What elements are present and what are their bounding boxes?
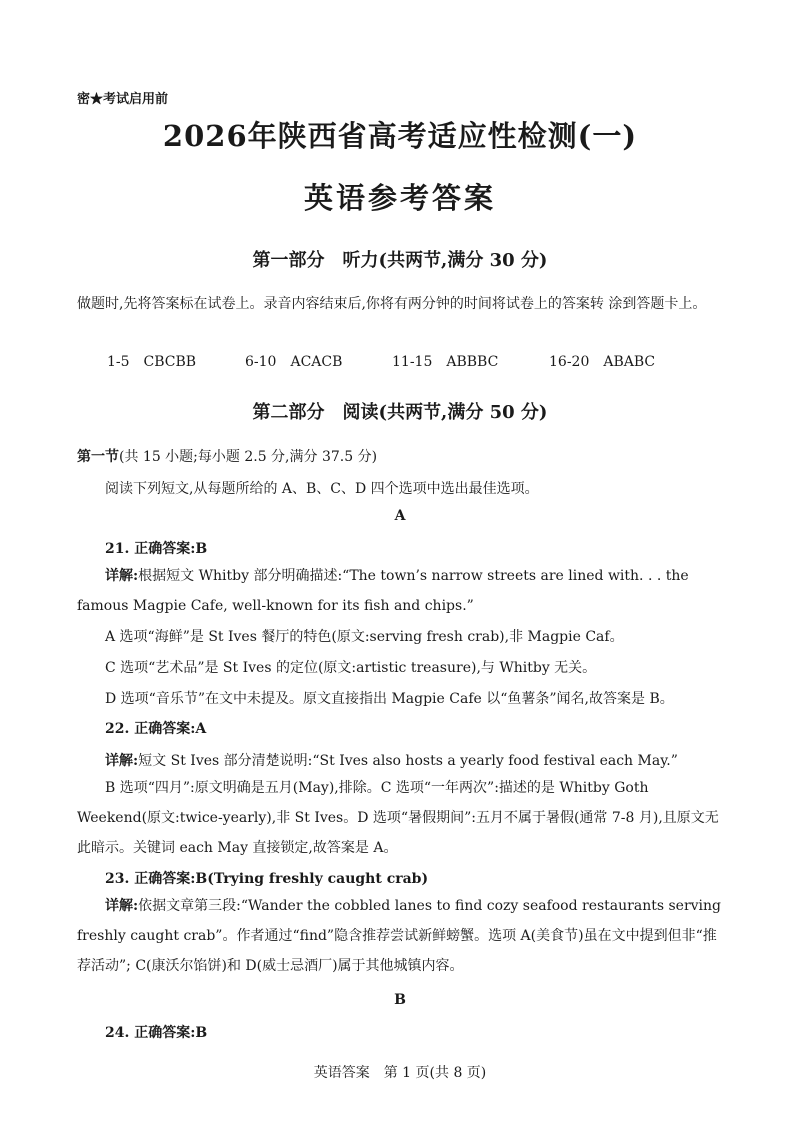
answer-group [107,354,245,370]
part1-heading: 第一部分 听力(共两节,满分 30 分) [252,250,548,271]
answer-range: 6-10 [245,354,277,370]
q22-analysis: B 选项“四月”:原文明确是五月(May),排除。C 选项“一年两次”:描述的是 Whitby Goth Weekend(原文:twice-yearly),非 St Ives。D 选项“暑假期间”:五月不属于暑假(通常 7-8 月),且原文无此暗示。关键词 each May 直接锁定,故答案是 A。 [77,780,719,856]
q22-answer: 22. 正确答案:A [105,721,207,737]
detail-text: 短文 St Ives 部分清楚说明:“St Ives also hosts a yearly food festival each May.” [138,753,678,769]
detail-label: 详解: [105,753,139,769]
answer-group [245,354,392,370]
answer-range: 16-20 [549,354,590,370]
q21-detail [77,561,725,621]
passage-a-label: A [394,508,406,524]
detail-label: 详解: [105,898,139,914]
confidential-label: 密★考试启用前 [77,92,169,107]
answer-values: CBCBB [143,354,197,370]
answer-values: ABABC [603,354,656,370]
answer-range: 11-15 [392,354,433,370]
detail-label: 详解: [105,568,139,584]
answer-values: ABBBC [446,354,499,370]
q21-option-d: D 选项“音乐节”在文中未提及。原文直接指出 Magpie Cafe 以“鱼薯条”闻名,故答案是 B。 [105,691,674,707]
part2-heading: 第二部分 阅读(共两节,满分 50 分) [252,402,548,423]
section1-label: 第一节 [77,449,119,465]
q24-answer: 24. 正确答案:B [105,1025,208,1041]
answer-range: 1-5 [107,354,130,370]
q23-detail [77,891,725,981]
section1-header [77,446,377,466]
detail-text: 依据文章第三段:“Wander the cobbled lanes to find cozy seafood restaurants serving freshly caught crab”。作者通过“find”隐含推荐尝试新鲜螃蟹。选项 A(美食节)虽在文中提到但非“推荐活动”; C(康沃尔馅饼)和 D(威士忌酒厂)属于其他城镇内容。 [77,898,722,974]
listening-answers [107,354,655,370]
q21-answer: 21. 正确答案:B [105,541,208,557]
section1-info: (共 15 小题;每小题 2.5 分,满分 37.5 分) [119,449,378,465]
answer-group [549,354,655,370]
section1-instruction: 阅读下列短文,从每题所给的 A、B、C、D 四个选项中选出最佳选项。 [105,481,539,497]
page-footer: 英语答案 第 1 页(共 8 页) [313,1065,487,1081]
passage-b-label: B [394,992,406,1008]
detail-text: 根据短文 Whitby 部分明确描述:“The town’s narrow streets are lined with. . . the famous Magpie Cafe, well-known for its fish and chips.” [77,568,689,614]
answer-values: ACACB [290,354,343,370]
part1-instruction: 做题时,先将答案标在试卷上。录音内容结束后,你将有两分钟的时间将试卷上的答案转 涂到答题卡上。 [77,296,707,312]
answer-key-subtitle: 英语参考答案 [303,181,496,215]
q23-answer: 23. 正确答案:B(Trying freshly caught crab) [105,871,429,887]
answer-group [392,354,549,370]
q22-detail [105,750,678,770]
q21-option-a: A 选项“海鲜”是 St Ives 餐厅的特色(原文:serving fresh crab),非 Magpie Caf。 [105,629,624,645]
q21-option-c: C 选项“艺术品”是 St Ives 的定位(原文:artistic treasure),与 Whitby 无关。 [105,660,597,676]
exam-title: 2026年陕西省高考适应性检测(一) [162,119,638,153]
